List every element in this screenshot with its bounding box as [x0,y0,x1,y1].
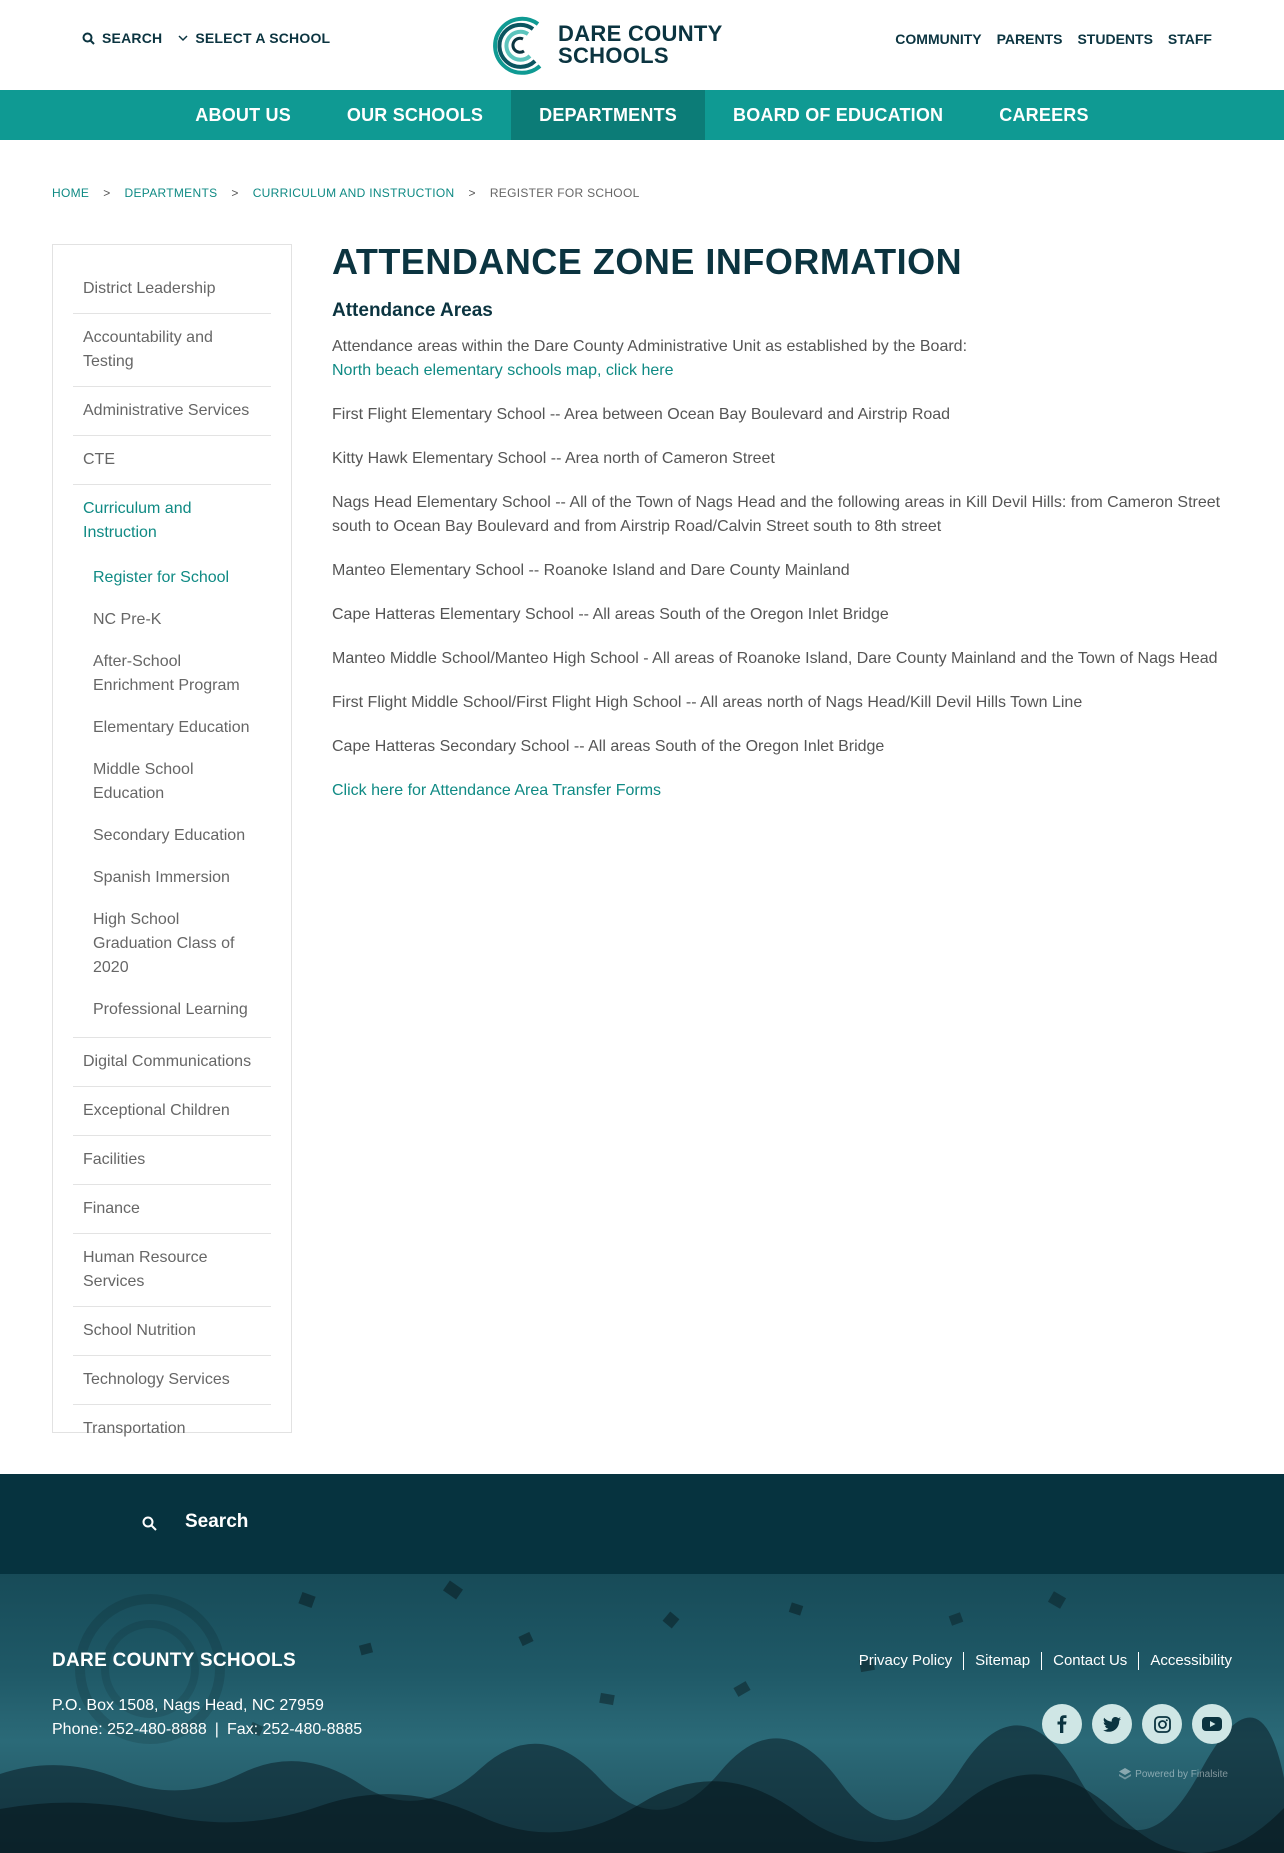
utility-link-students[interactable]: STUDENTS [1077,31,1153,47]
zone-paragraph: Nags Head Elementary School -- All of the Town of Nags Head and the following areas in Kill Devil Hills: from Cameron Street south to Ocean Bay Boulevard and from Airstrip Road/Calvin Street south to 8th street [332,494,1221,535]
finalsite-logo-icon [1119,1768,1131,1780]
footer-phone-fax [52,1718,362,1742]
section-heading: Attendance Areas [332,300,493,321]
utility-link-staff[interactable]: STAFF [1167,31,1212,47]
footer-search-input[interactable]: Search [185,1511,249,1532]
sidebar-subitem-middle-school[interactable]: Middle School Education [93,761,194,802]
sidebar-subitem-elementary[interactable]: Elementary Education [93,719,250,736]
utility-links [880,31,1212,47]
sidebar-subitem-after-school[interactable]: After-School Enrichment Program [93,653,240,694]
intro-paragraph [332,335,1242,383]
footer-school-name: DARE COUNTY SCHOOLS [52,1650,296,1671]
chevron-down-icon [178,35,188,42]
footer-links [848,1652,1232,1670]
sidebar-subitem-graduation-2020[interactable]: High School Graduation Class of 2020 [93,911,235,976]
intro-text: Attendance areas within the Dare County Administrative Unit as established by the Board: [332,338,968,355]
select-school-label: SELECT A SCHOOL [195,30,331,46]
sidebar-item-district-leadership[interactable]: District Leadership [73,265,271,314]
sidebar-subnav [73,557,271,1038]
sidebar-item-technology-services[interactable]: Technology Services [73,1356,271,1405]
sidebar-item-curriculum[interactable]: Curriculum and Instruction [83,500,192,541]
zone-paragraph: First Flight Middle School/First Flight High School -- All areas north of Nags Head/Kill Devil Hills Town Line [332,694,1083,711]
breadcrumb [52,186,640,200]
site-footer [0,1574,1284,1853]
footer-divider: | [214,1721,219,1738]
breadcrumb-current: REGISTER FOR SCHOOL [489,186,640,200]
social-links [1032,1704,1232,1744]
sidebar-item-cte[interactable]: CTE [73,436,271,485]
sidebar-subitem-secondary[interactable]: Secondary Education [93,827,246,844]
footer-link-privacy[interactable]: Privacy Policy [858,1652,953,1669]
site-logo[interactable] [490,14,723,76]
twitter-icon[interactable] [1092,1704,1132,1744]
breadcrumb-separator: > [103,186,111,200]
powered-by-text: Powered by Finalsite [1135,1768,1228,1780]
footer-link-sitemap[interactable]: Sitemap [963,1652,1041,1670]
sidebar-subitem-spanish-immersion[interactable]: Spanish Immersion [93,869,230,886]
zone-paragraph: First Flight Elementary School -- Area between Ocean Bay Boulevard and Airstrip Road [332,406,951,423]
site-header [0,0,1284,90]
youtube-icon[interactable] [1192,1704,1232,1744]
sidebar-item-accountability[interactable]: Accountability and Testing [73,314,271,387]
footer-fax: Fax: 252-480-8885 [226,1721,363,1738]
utility-link-parents[interactable]: PARENTS [996,31,1063,47]
footer-link-accessibility[interactable]: Accessibility [1138,1652,1232,1670]
breadcrumb-departments[interactable]: DEPARTMENTS [124,186,218,200]
sidebar-subitem-nc-pre-k[interactable]: NC Pre-K [93,611,162,628]
zone-paragraph: Kitty Hawk Elementary School -- Area north of Cameron Street [332,450,775,467]
sidebar-item-finance[interactable]: Finance [73,1185,271,1234]
facebook-icon[interactable] [1042,1704,1082,1744]
nav-our-schools[interactable]: OUR SCHOOLS [346,105,484,125]
sidebar-subitem-professional-learning[interactable]: Professional Learning [93,1001,248,1018]
utility-link-community[interactable]: COMMUNITY [895,31,982,47]
sidebar-item-human-resources[interactable]: Human Resource Services [73,1234,271,1307]
search-icon[interactable] [142,1516,157,1531]
select-school-dropdown[interactable] [178,30,330,46]
sidebar-item-facilities[interactable]: Facilities [73,1136,271,1185]
sidebar-item-exceptional-children[interactable]: Exceptional Children [73,1087,271,1136]
footer-address: P.O. Box 1508, Nags Head, NC 27959 [52,1697,324,1714]
nav-about-us[interactable]: ABOUT US [195,105,291,125]
transfer-forms-link[interactable]: Click here for Attendance Area Transfer Forms [332,782,662,799]
sidebar-item-school-nutrition[interactable]: School Nutrition [73,1307,271,1356]
search-icon [82,32,95,45]
logo-text [558,23,723,67]
section-sidebar [52,244,292,1437]
sidebar-item-administrative-services[interactable]: Administrative Services [73,387,271,436]
footer-search-band [0,1474,1284,1574]
main-content [332,240,1242,803]
zone-paragraph: Cape Hatteras Secondary School -- All areas South of the Oregon Inlet Bridge [332,738,885,755]
breadcrumb-separator: > [231,186,239,200]
nav-board-of-education[interactable]: BOARD OF EDUCATION [733,105,944,125]
utility-left [82,30,346,46]
search-button[interactable] [82,30,162,46]
zone-paragraph: Manteo Elementary School -- Roanoke Island and Dare County Mainland [332,562,850,579]
zone-paragraph: Manteo Middle School/Manteo High School - All areas of Roanoke Island, Dare County Mainland and the Town of Nags Head [332,650,1218,667]
logo-line-2: SCHOOLS [558,43,669,68]
main-navigation [0,90,1284,140]
sidebar-item-digital-communications[interactable]: Digital Communications [73,1038,271,1087]
footer-phone: Phone: 252-480-8888 [52,1721,207,1738]
instagram-icon[interactable] [1142,1704,1182,1744]
breadcrumb-separator: > [468,186,476,200]
search-label: SEARCH [102,30,163,46]
nav-departments[interactable]: DEPARTMENTS [511,90,705,140]
powered-by-finalsite[interactable] [1119,1768,1228,1780]
logo-mark-icon [490,14,548,76]
map-link[interactable]: North beach elementary schools map, click here [332,362,674,379]
breadcrumb-curriculum[interactable]: CURRICULUM AND INSTRUCTION [252,186,455,200]
breadcrumb-home[interactable]: HOME [52,186,90,200]
sidebar-subitem-register[interactable]: Register for School [93,569,230,586]
logo-line-1: DARE COUNTY [558,21,723,46]
zone-paragraph: Cape Hatteras Elementary School -- All areas South of the Oregon Inlet Bridge [332,606,889,623]
nav-careers[interactable]: CAREERS [999,105,1089,125]
sidebar-item-transportation[interactable]: Transportation [83,1420,186,1437]
footer-link-contact[interactable]: Contact Us [1041,1652,1138,1670]
page-title: ATTENDANCE ZONE INFORMATION [332,241,963,282]
transfer-paragraph [332,779,1242,803]
